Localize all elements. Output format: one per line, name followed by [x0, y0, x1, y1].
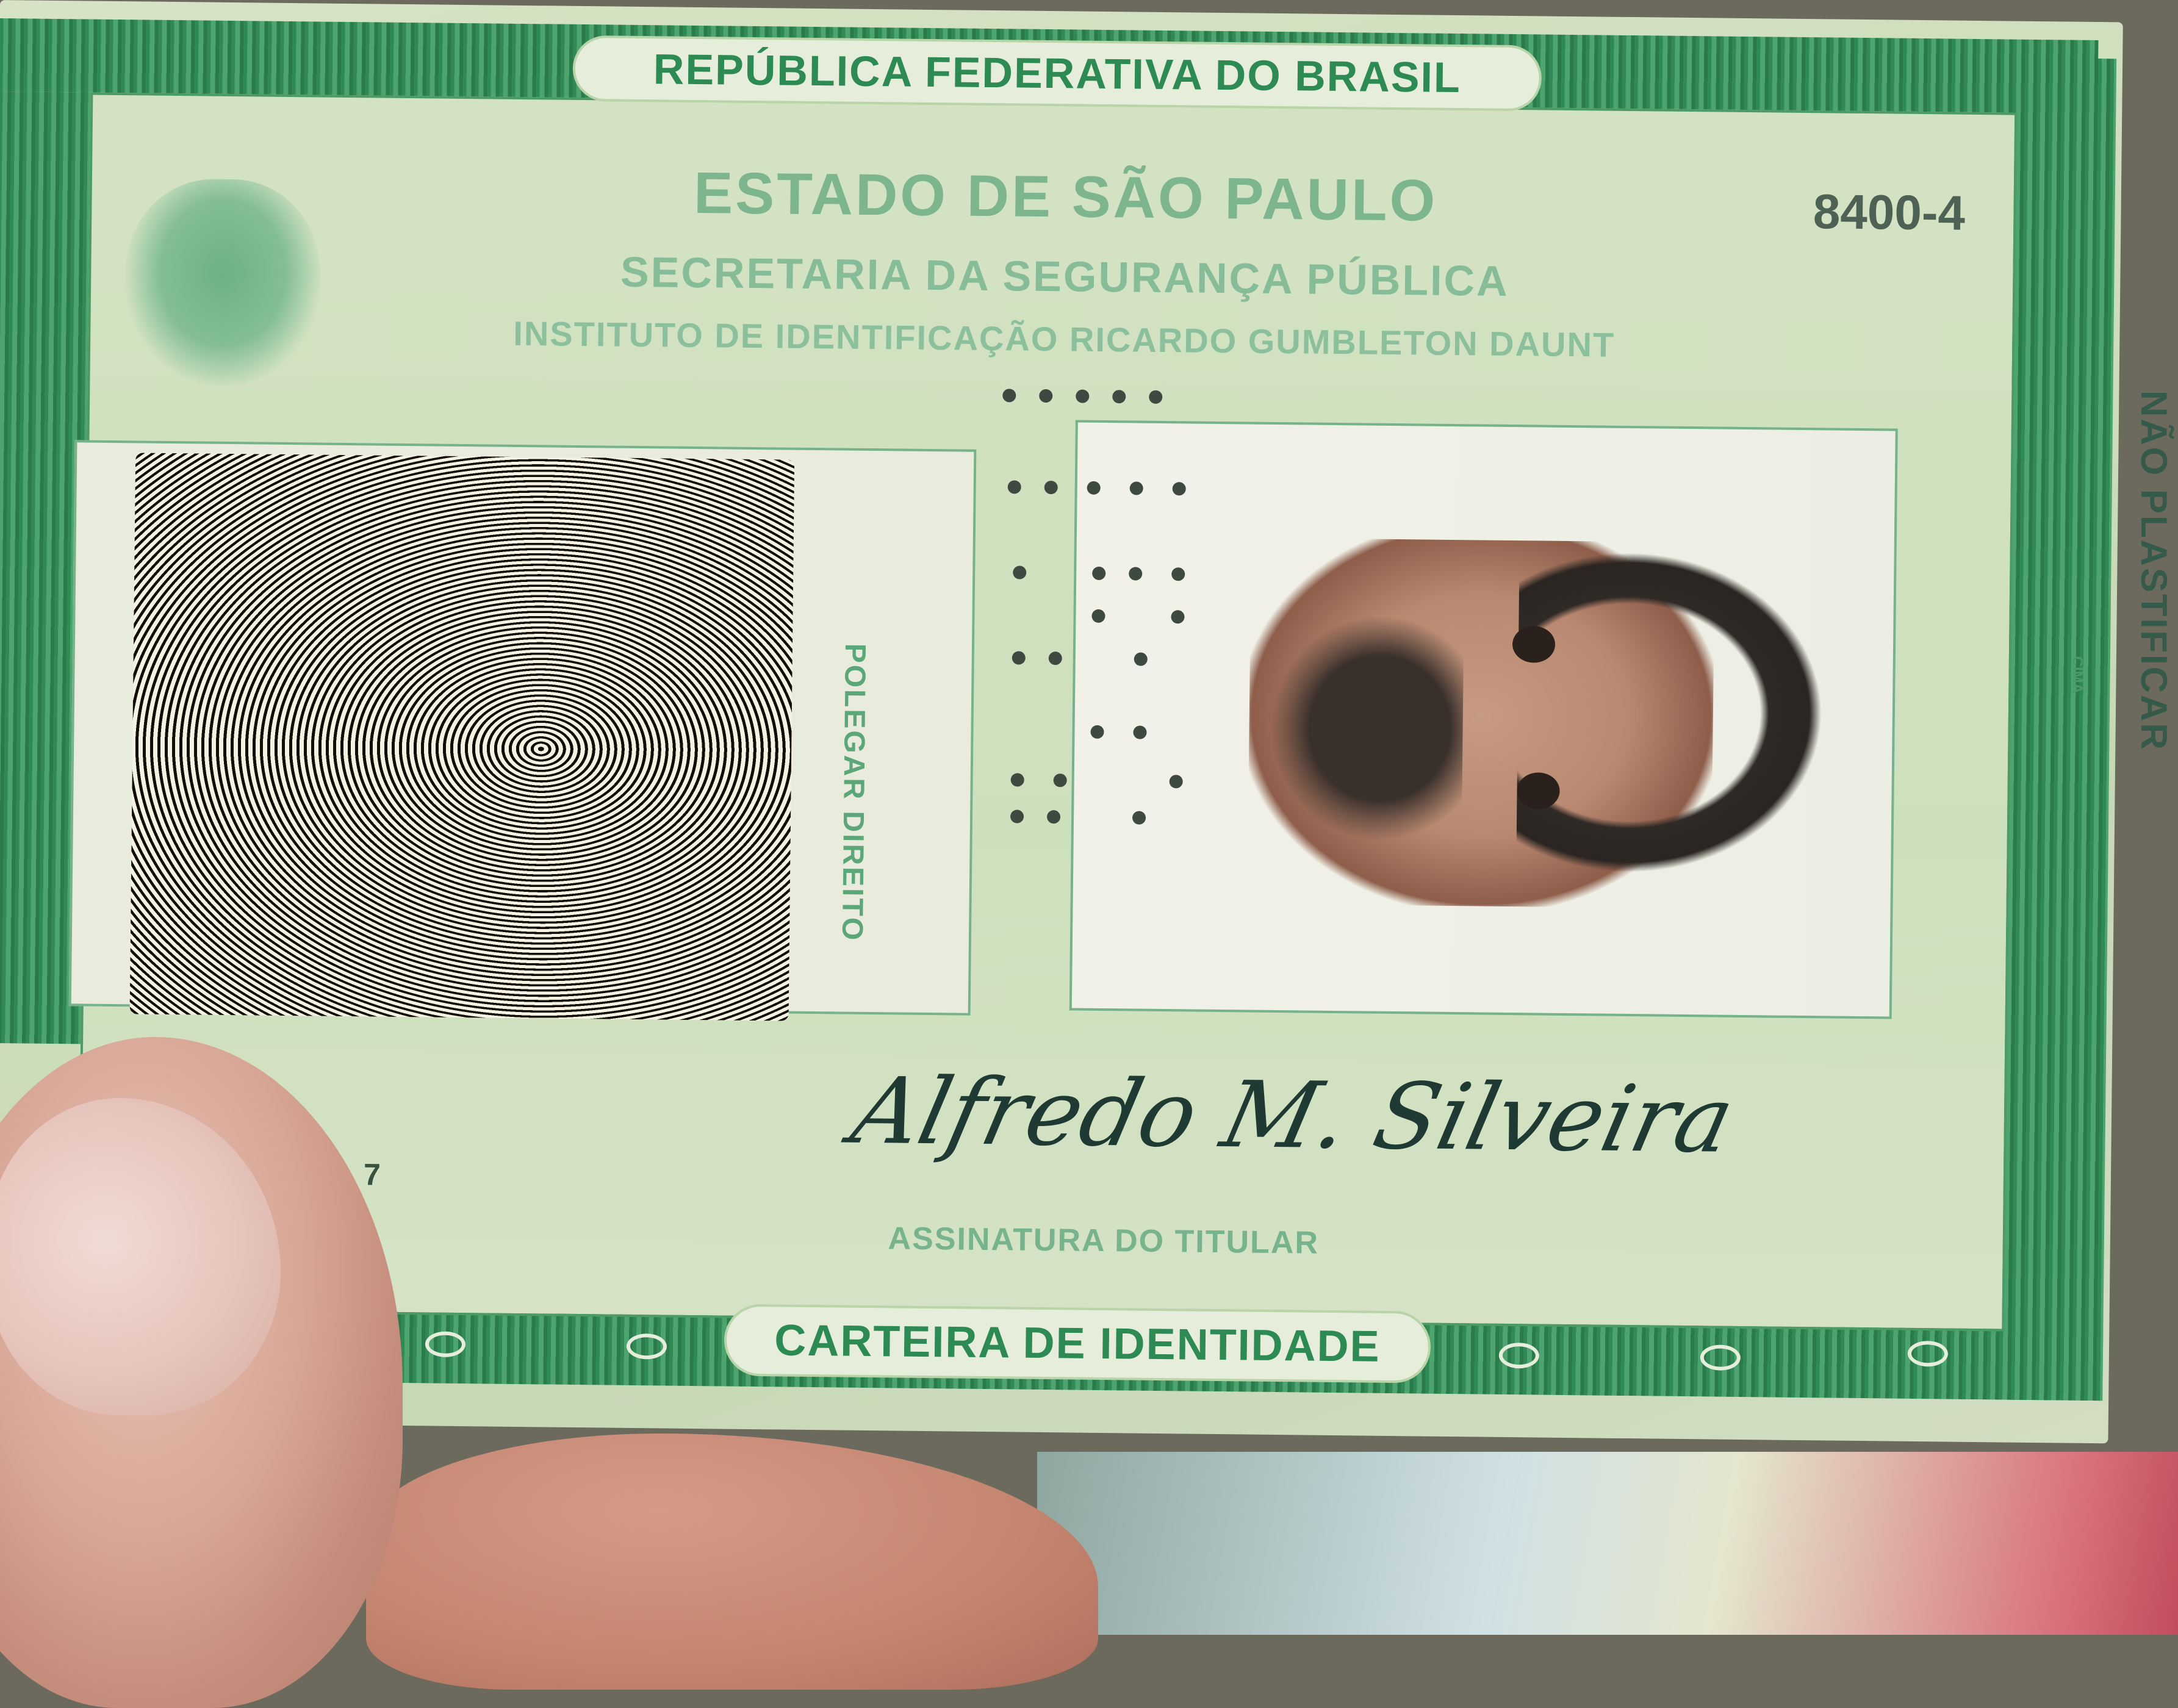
perforation-dot [1149, 390, 1162, 404]
perforation-dot [1130, 481, 1143, 495]
perforation-dot [1170, 775, 1183, 788]
document-type-banner: CARTEIRA DE IDENTIDADE [724, 1304, 1431, 1383]
perforation-dot [1049, 651, 1062, 665]
portrait-eye [1512, 626, 1556, 663]
perforation-dot [1039, 389, 1052, 403]
guilloche-ring [627, 1333, 667, 1360]
department-heading: SECRETARIA DA SEGURANÇA PÚBLICA [620, 248, 1510, 305]
guilloche-ring [1499, 1343, 1539, 1369]
thumb-label: POLEGAR DIREITO [835, 643, 872, 942]
perforation-dot [1087, 481, 1101, 495]
side-small-text: CIMA [2069, 656, 2086, 694]
perforation-dot [1134, 653, 1148, 666]
perforation-dot [1047, 810, 1060, 824]
side-warning-text: NÃO PLASTIFICAR [2133, 390, 2174, 752]
perforation-dot [1090, 725, 1104, 739]
portrait-eye [1517, 772, 1560, 809]
holder-signature: Alfredo M. Silveira [843, 1058, 1743, 1174]
perforation-dot [1054, 773, 1067, 787]
background-cloth [1037, 1452, 2178, 1635]
portrait-hair [1516, 540, 1837, 885]
perforation-dot [1076, 390, 1089, 403]
country-banner: REPÚBLICA FEDERATIVA DO BRASIL [572, 35, 1542, 112]
signature-label: ASSINATURA DO TITULAR [888, 1221, 1320, 1261]
perforation-dot [1002, 389, 1016, 402]
perforation-dot [1133, 726, 1146, 739]
state-heading: ESTADO DE SÃO PAULO [693, 160, 1438, 234]
perforation-dot [1011, 773, 1024, 786]
fingerprint-image [130, 453, 795, 1021]
edge-digit: 7 [363, 1157, 381, 1192]
perforation-dot [1132, 811, 1146, 825]
perforation-dot [1173, 482, 1186, 495]
guilloche-ring [1700, 1344, 1741, 1371]
perforation-dot [1112, 390, 1126, 403]
perforation-dot [1008, 480, 1021, 493]
perforation-dot [1010, 809, 1024, 823]
institute-heading: INSTITUTO DE IDENTIFICAÇÃO RICARDO GUMBLETON DAUNT [513, 314, 1616, 364]
portrait-beard [1254, 599, 1464, 858]
serial-number: 8400-4 [1813, 184, 1966, 240]
perforation-dot [1044, 481, 1058, 494]
perforation-dot [1012, 651, 1026, 664]
perforation-dot [1013, 565, 1026, 579]
perforation-dot [1091, 609, 1105, 623]
guilloche-ring [425, 1331, 465, 1357]
right-guilloche-border [1999, 58, 2116, 1401]
perforation-dot [1129, 567, 1142, 580]
perforation-dot [1171, 567, 1185, 581]
guilloche-ring [1908, 1341, 1948, 1367]
perforation-dot [1092, 567, 1105, 580]
perforation-dot [1171, 610, 1184, 623]
